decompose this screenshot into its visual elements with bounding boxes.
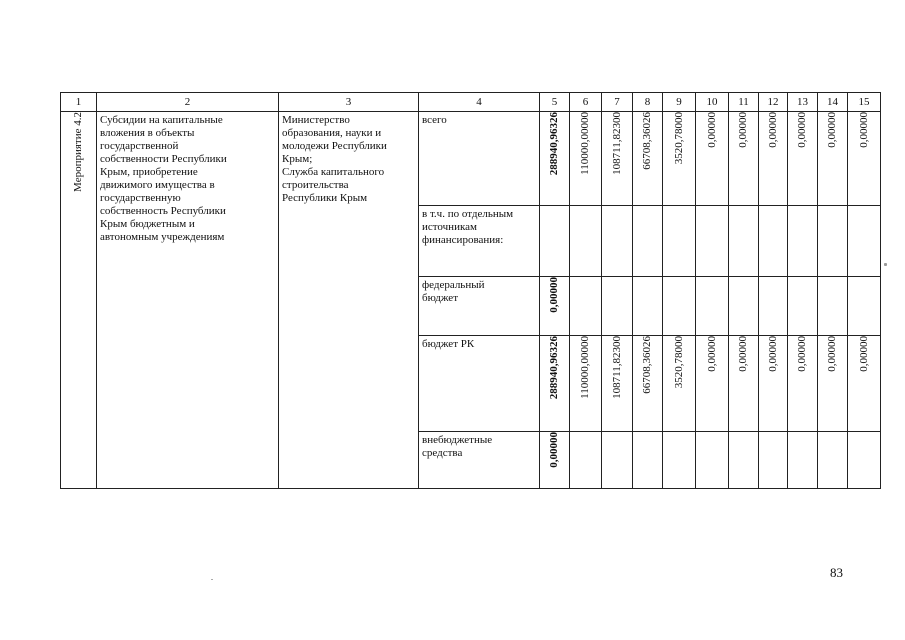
value: 0,00000	[796, 112, 808, 148]
total-cell	[540, 112, 570, 206]
value-cell	[633, 277, 663, 335]
value-cell	[633, 112, 663, 206]
value-cell	[848, 112, 881, 206]
value-cell	[729, 431, 759, 488]
value-cell	[696, 112, 729, 206]
total-cell	[540, 335, 570, 431]
value-cell	[729, 335, 759, 431]
value-cell	[570, 335, 602, 431]
value-cell	[729, 277, 759, 335]
value-cell	[570, 277, 602, 335]
column-header: 15	[848, 93, 881, 112]
header-row	[61, 93, 881, 112]
source-cell	[419, 335, 540, 431]
executors-text: Министерство образования, науки и молодежи Республики Крым; Служба капитального строительства Республики Крым	[282, 114, 387, 205]
scan-speck	[211, 579, 213, 580]
column-header: 11	[729, 93, 759, 112]
value: 66708,36026	[641, 335, 653, 394]
value-cell	[848, 205, 881, 277]
value-cell	[759, 277, 788, 335]
source-cell	[419, 112, 540, 206]
value-cell	[633, 335, 663, 431]
column-header: 6	[570, 93, 602, 112]
value-cell	[818, 277, 848, 335]
value-cell	[696, 431, 729, 488]
value-cell	[602, 335, 633, 431]
value-cell	[848, 335, 881, 431]
value-cell	[696, 335, 729, 431]
column-header: 1	[61, 93, 97, 112]
value-cell	[788, 205, 818, 277]
value-cell	[759, 112, 788, 206]
value-cell	[570, 112, 602, 206]
total-value: 0,00000	[548, 431, 560, 468]
value-cell	[788, 112, 818, 206]
value-cell	[602, 205, 633, 277]
value-cell	[602, 112, 633, 206]
total-cell	[540, 205, 570, 277]
value-cell	[602, 431, 633, 488]
value-cell	[663, 112, 696, 206]
value-cell	[818, 431, 848, 488]
value-cell	[788, 277, 818, 335]
scan-speck	[884, 263, 887, 266]
value: 108711,82300	[610, 112, 623, 175]
value-cell	[818, 335, 848, 431]
value-cell	[848, 431, 881, 488]
value: 0,00000	[857, 112, 870, 148]
total-value: 288940,96326	[548, 112, 560, 176]
column-header: 2	[97, 93, 279, 112]
total-cell	[540, 277, 570, 335]
value: 0,00000	[766, 335, 779, 372]
table-row	[61, 112, 881, 206]
value-cell	[696, 205, 729, 277]
value: 108711,82300	[610, 335, 623, 399]
total-value: 288940,96326	[548, 335, 560, 400]
value: 3520,78000	[672, 112, 685, 165]
column-header: 7	[602, 93, 633, 112]
value: 66708,36026	[641, 112, 653, 170]
value: 0,00000	[737, 335, 749, 372]
source-label: внебюджетные средства	[422, 433, 493, 459]
column-header: 13	[788, 93, 818, 112]
value-cell	[788, 431, 818, 488]
page-number: 83	[830, 565, 843, 580]
value: 0,00000	[796, 335, 808, 372]
column-header: 10	[696, 93, 729, 112]
value-cell	[696, 277, 729, 335]
source-cell	[419, 277, 540, 335]
value: 0,00000	[705, 112, 718, 148]
source-label: бюджет РК	[422, 337, 475, 350]
source-label: федеральный бюджет	[422, 279, 485, 305]
column-header: 4	[419, 93, 540, 112]
event-label: Мероприятие 4.2	[72, 112, 84, 193]
value-cell	[663, 335, 696, 431]
total-cell	[540, 431, 570, 488]
budget-table	[60, 92, 881, 489]
value-cell	[570, 431, 602, 488]
value: 3520,78000	[672, 335, 685, 389]
value: 0,00000	[705, 335, 718, 372]
value-cell	[663, 205, 696, 277]
value: 0,00000	[857, 335, 870, 372]
source-cell	[419, 431, 540, 488]
column-header: 12	[759, 93, 788, 112]
column-header: 8	[633, 93, 663, 112]
value-cell	[633, 431, 663, 488]
total-value: 0,00000	[548, 277, 560, 314]
value-cell	[788, 335, 818, 431]
column-header: 5	[540, 93, 570, 112]
value-cell	[759, 431, 788, 488]
value-cell	[848, 277, 881, 335]
value-cell	[633, 205, 663, 277]
value-cell	[759, 205, 788, 277]
value: 0,00000	[766, 112, 779, 148]
value: 110000,00000	[579, 112, 591, 175]
value-cell	[818, 205, 848, 277]
source-label: всего	[422, 114, 447, 127]
value: 110000,00000	[579, 335, 591, 399]
source-label: в т.ч. по отдельным источникам финансирования:	[422, 207, 514, 246]
value-cell	[818, 112, 848, 206]
column-header: 3	[279, 93, 419, 112]
value-cell	[729, 205, 759, 277]
column-header: 9	[663, 93, 696, 112]
value: 0,00000	[826, 112, 838, 148]
source-cell	[419, 205, 540, 277]
event-label-cell	[61, 112, 97, 489]
value-cell	[663, 277, 696, 335]
value-cell	[602, 277, 633, 335]
value-cell	[570, 205, 602, 277]
value-cell	[729, 112, 759, 206]
executors-cell	[279, 112, 419, 489]
description-cell	[97, 112, 279, 489]
value-cell	[759, 335, 788, 431]
value: 0,00000	[737, 112, 749, 148]
value: 0,00000	[826, 335, 838, 372]
column-header: 14	[818, 93, 848, 112]
value-cell	[663, 431, 696, 488]
description-text: Субсидии на капитальные вложения в объекты государственной собственности Республики Крым, приобретение движимого имущества в государственную собственность Республики Крым бюджетным и автономным учреждениям	[100, 114, 227, 244]
